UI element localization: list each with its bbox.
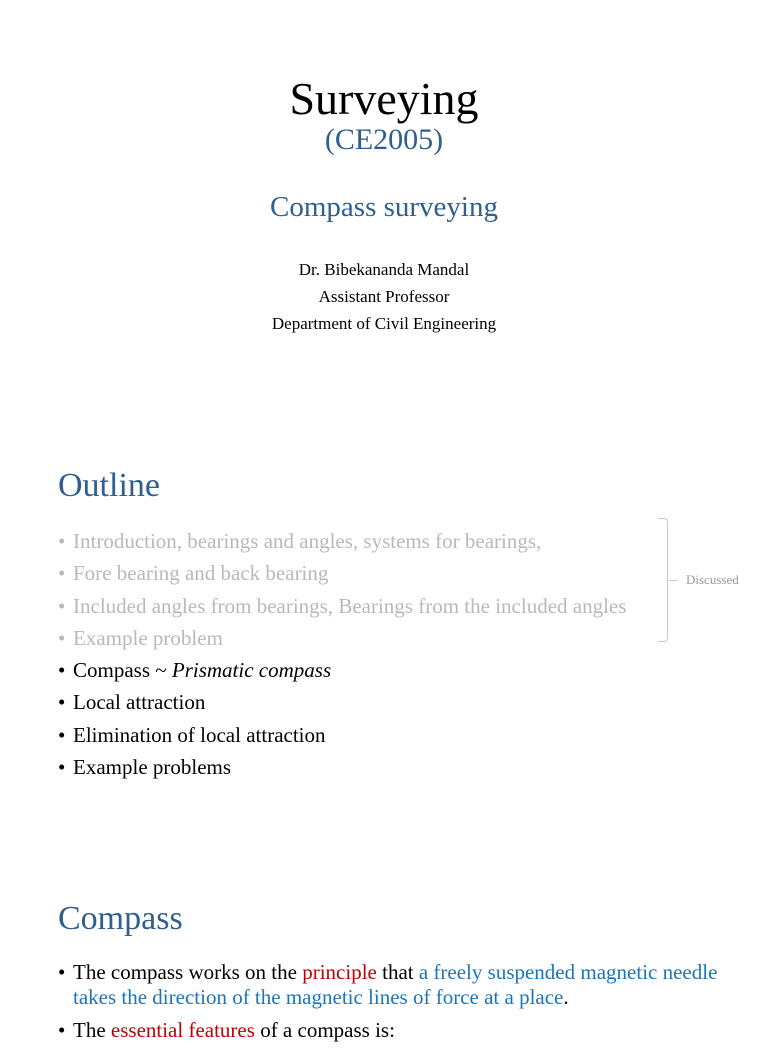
highlight-red-text: essential features (110, 1018, 255, 1042)
outline-list (58, 525, 626, 783)
author-name: Dr. Bibekananda Mandal (298, 260, 470, 279)
bullet-marker: • (58, 658, 66, 683)
author-position: Assistant Professor (318, 287, 450, 306)
outline-item (58, 557, 626, 589)
author-block (0, 256, 768, 337)
outline-item (58, 525, 626, 557)
bullet-marker: • (58, 1018, 66, 1042)
compass-point (58, 960, 718, 1010)
bullet-marker: • (58, 625, 66, 650)
outline-item-emphasis: Prismatic compass (171, 658, 332, 683)
bullet-marker: • (58, 755, 66, 780)
outline-item-text: Elimination of local attraction (73, 722, 326, 747)
author-department: Department of Civil Engineering (271, 314, 497, 333)
highlight-red-text: principle (302, 960, 377, 984)
outline-item-text: Local attraction (73, 690, 206, 715)
outline-item-text: Example problems (73, 755, 232, 780)
discussed-brace-tick (669, 580, 677, 581)
compass-point (58, 1018, 718, 1043)
compass-slide (0, 868, 768, 1042)
bullet-marker: • (58, 529, 66, 553)
bullet-marker: • (58, 722, 66, 747)
bullet-marker: • (58, 593, 66, 618)
outline-item (58, 654, 626, 686)
outline-heading: Outline (58, 467, 160, 504)
outline-item (58, 719, 626, 751)
bullet-marker: • (58, 561, 66, 586)
bullet-marker: • (58, 690, 66, 715)
point-text: . (563, 985, 569, 1009)
outline-item (58, 686, 626, 718)
point-text: The compass works on the (73, 960, 303, 984)
highlight-blue-text: a freely suspended magnetic needle takes the direction of the magnetic lines of force at a place (73, 960, 718, 1009)
outline-item-text: Fore bearing and back bearing (73, 561, 329, 586)
outline-item-text: Introduction, bearings and angles, systems for bearings, (73, 529, 542, 553)
outline-item (58, 622, 626, 654)
outline-item-text: Included angles from bearings, Bearings from the included angles (73, 593, 627, 618)
outline-slide (0, 434, 768, 818)
lecture-topic: Compass surveying (270, 191, 498, 223)
bullet-marker: • (58, 960, 66, 984)
discussed-brace (658, 518, 668, 642)
discussed-label: Discussed (686, 572, 739, 587)
compass-points (58, 960, 718, 1051)
title-slide (0, 0, 768, 384)
point-text: that (376, 960, 419, 984)
outline-item-text: Example problem (73, 625, 223, 650)
point-text: of a compass is: (254, 1018, 395, 1042)
compass-heading: Compass (58, 900, 183, 937)
outline-item (58, 751, 626, 783)
outline-item-text: Compass ~ (73, 658, 172, 683)
course-code: (CE2005) (324, 123, 444, 156)
outline-item (58, 590, 626, 622)
course-title: Surveying (289, 73, 479, 124)
point-text: The (73, 1018, 106, 1042)
